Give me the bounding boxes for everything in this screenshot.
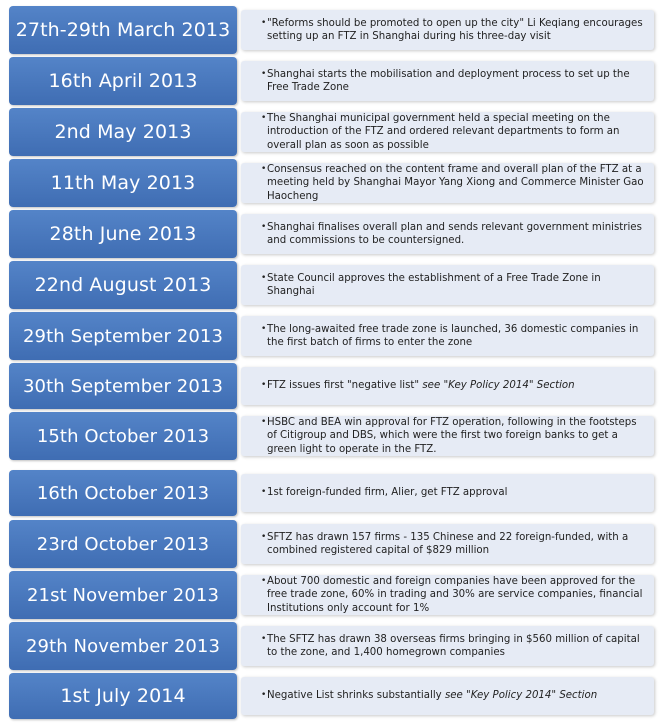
timeline-row bbox=[0, 312, 664, 360]
timeline-row bbox=[0, 520, 664, 568]
date-label: 30th September 2013 bbox=[9, 363, 237, 409]
timeline-row bbox=[0, 57, 664, 105]
bullet-icon: • bbox=[261, 17, 267, 28]
event-description: HSBC and BEA win approval for FTZ operation, following in the footsteps of Citigroup and DBS, which were the first two foreign banks to get a green light to operate in the FTZ. bbox=[267, 416, 637, 455]
event-description: "Reforms should be promoted to open up the city" Li Keqiang encourages setting up an FTZ in Shanghai during his three-day visit bbox=[267, 17, 643, 42]
event-description: SFTZ has drawn 157 firms - 135 Chinese and 22 foreign-funded, with a combined registered capital of $829 million bbox=[267, 531, 629, 556]
event-description-box bbox=[241, 626, 654, 666]
date-label: 16th October 2013 bbox=[9, 470, 237, 516]
event-description: The SFTZ has drawn 38 overseas firms bringing in $560 million of capital to the zone, and 1,400 homegrown companies bbox=[267, 633, 640, 658]
timeline-row bbox=[0, 159, 664, 207]
bullet-icon: • bbox=[261, 221, 267, 232]
event-description-box bbox=[241, 265, 654, 305]
bullet-icon: • bbox=[261, 531, 267, 542]
event-description-box bbox=[241, 575, 654, 615]
timeline-row bbox=[0, 412, 664, 460]
date-label: 2nd May 2013 bbox=[9, 108, 237, 156]
timeline-row bbox=[0, 673, 664, 719]
timeline-row bbox=[0, 6, 664, 54]
timeline-row bbox=[0, 108, 664, 156]
timeline-row bbox=[0, 210, 664, 258]
date-label: 29th November 2013 bbox=[9, 622, 237, 670]
event-description: Shanghai starts the mobilisation and deployment process to set up the Free Trade Zone bbox=[267, 68, 630, 93]
bullet-icon: • bbox=[261, 323, 267, 334]
event-description-box bbox=[241, 416, 654, 456]
event-description-box bbox=[241, 10, 654, 50]
bullet-icon: • bbox=[261, 575, 267, 586]
event-description: FTZ issues first "negative list" see "Key Policy 2014" Section bbox=[267, 380, 575, 392]
event-description-box bbox=[241, 316, 654, 356]
bullet-icon: • bbox=[261, 112, 267, 123]
timeline-row bbox=[0, 622, 664, 670]
event-description-box bbox=[241, 214, 654, 254]
event-description-box bbox=[241, 367, 654, 405]
event-description-box bbox=[241, 474, 654, 512]
date-label: 21st November 2013 bbox=[9, 571, 237, 619]
event-description: The Shanghai municipal government held a special meeting on the introduction of the FTZ and ordered relevant departments to form an overall plan as soon as possible bbox=[267, 112, 620, 151]
event-description-box bbox=[241, 524, 654, 564]
event-description: About 700 domestic and foreign companies have been approved for the free trade zone, 60% in trading and 30% are service companies, financial Institutions only account for 1% bbox=[267, 575, 643, 614]
event-description-box bbox=[241, 61, 654, 101]
date-label: 29th September 2013 bbox=[9, 312, 237, 360]
event-description-box bbox=[241, 112, 654, 152]
bullet-icon: • bbox=[261, 487, 267, 498]
bullet-icon: • bbox=[261, 416, 267, 427]
timeline-row bbox=[0, 571, 664, 619]
event-description: Shanghai finalises overall plan and sends relevant government ministries and commissions to be countersigned. bbox=[267, 221, 642, 246]
event-description: 1st foreign-funded firm, Alier, get FTZ approval bbox=[267, 487, 508, 499]
date-label: 22nd August 2013 bbox=[9, 261, 237, 309]
timeline-row bbox=[0, 470, 664, 516]
event-description: State Council approves the establishment of a Free Trade Zone in Shanghai bbox=[267, 272, 601, 297]
bullet-icon: • bbox=[261, 68, 267, 79]
date-label: 28th June 2013 bbox=[9, 210, 237, 258]
bullet-icon: • bbox=[261, 272, 267, 283]
date-label: 15th October 2013 bbox=[9, 412, 237, 460]
event-description: The long-awaited free trade zone is launched, 36 domestic companies in the first batch of firms to enter the zone bbox=[267, 323, 639, 348]
date-label: 11th May 2013 bbox=[9, 159, 237, 207]
date-label: 16th April 2013 bbox=[9, 57, 237, 105]
timeline-row bbox=[0, 363, 664, 409]
timeline-row bbox=[0, 261, 664, 309]
bullet-icon: • bbox=[261, 633, 267, 644]
bullet-icon: • bbox=[261, 380, 267, 391]
date-label: 1st July 2014 bbox=[9, 673, 237, 719]
event-description-box bbox=[241, 677, 654, 715]
event-description: Negative List shrinks substantially see "Key Policy 2014" Section bbox=[267, 690, 598, 702]
date-label: 23rd October 2013 bbox=[9, 520, 237, 568]
bullet-icon: • bbox=[261, 690, 267, 701]
event-description-box bbox=[241, 163, 654, 203]
event-description: Consensus reached on the content frame and overall plan of the FTZ at a meeting held by Shanghai Mayor Yang Xiong and Commerce Minister Gao Haocheng bbox=[267, 163, 644, 202]
date-label: 27th-29th March 2013 bbox=[9, 6, 237, 54]
bullet-icon: • bbox=[261, 163, 267, 174]
